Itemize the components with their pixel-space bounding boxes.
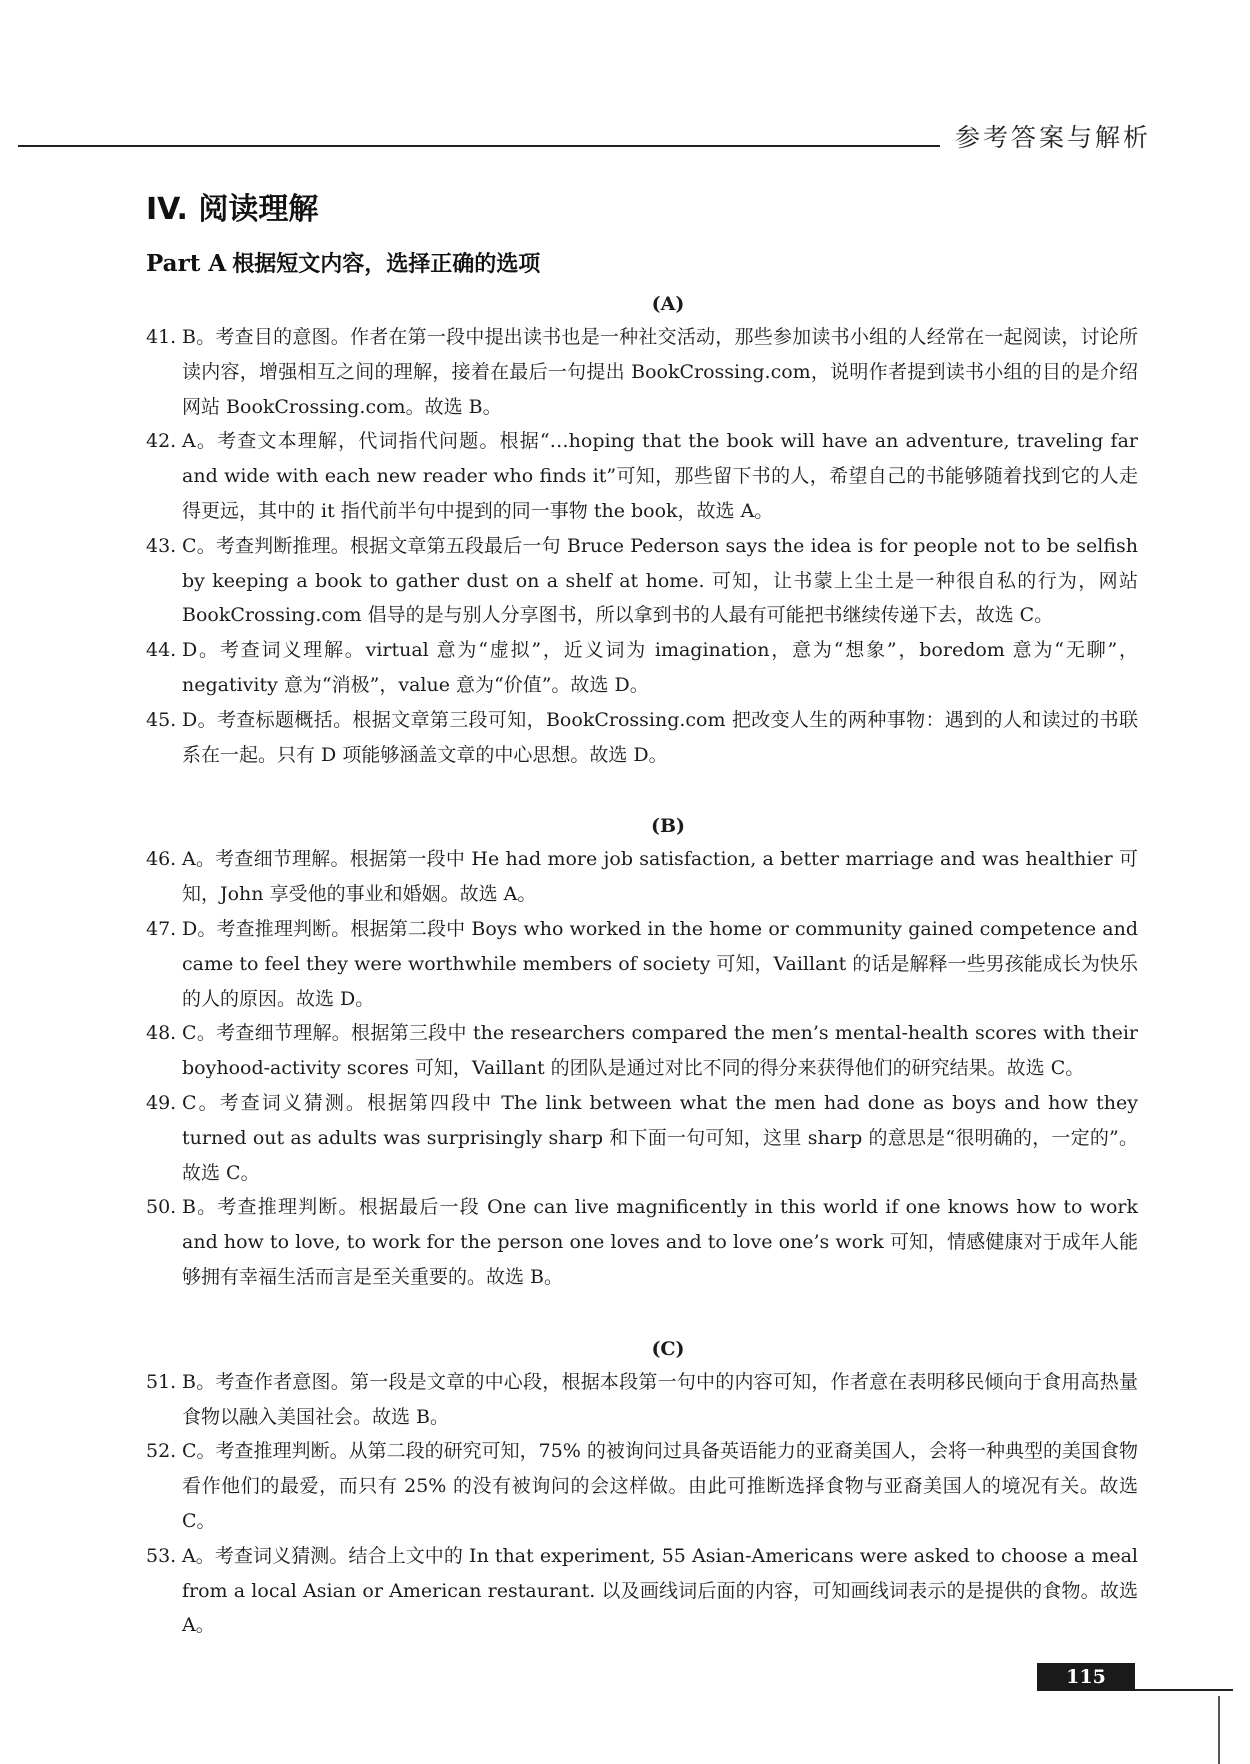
answer-item — [146, 1539, 1138, 1643]
part-instruction: 根据短文内容，选择正确的选项 — [232, 252, 541, 277]
answer-text: D。考查标题概括。根据文章第三段可知，BookCrossing.com 把改变人生的两种事物：遇到的人和读过的书联系在一起。只有 D 项能够涵盖文章的中心思想。故选 D。 — [182, 708, 1138, 766]
question-number: 49. — [146, 1091, 177, 1114]
question-number: 43. — [146, 534, 177, 557]
question-number: 52. — [146, 1440, 177, 1463]
page-number: 115 — [1037, 1663, 1135, 1691]
passage-c — [146, 1333, 1138, 1643]
answer-item — [146, 842, 1138, 912]
part-title — [146, 247, 540, 278]
answer-item — [146, 1086, 1138, 1190]
answer-text: C。考查词义猜测。根据第四段中 The link between what the men had done as boys and how they turned out as adults was surprisingly sharp 和下面一句可知，这里 sharp 的意思是“很明确的，一定的”。故选 C。 — [182, 1091, 1138, 1184]
passage-b — [146, 810, 1138, 1294]
passage-heading: (B) — [650, 815, 686, 838]
answer-item — [146, 633, 1138, 703]
answer-item — [146, 424, 1138, 528]
question-number: 51. — [146, 1370, 177, 1393]
page-edge-line — [1218, 1696, 1220, 1764]
question-number: 50. — [146, 1196, 177, 1219]
answer-text: C。考查判断推理。根据文章第五段最后一句 Bruce Pederson says the idea is for people not to be selfish by keeping a book to gather dust on a shelf at home. 可知，让书蒙上尘土是一种很自私的行为，网站 BookCrossing.com 倡导的是与别人分享图书，所以拿到书的人最有可能把书继续传递下去，故选 C。 — [182, 534, 1138, 627]
answer-text: A。考查词义猜测。结合上文中的 In that experiment, 55 Asian-Americans were asked to choose a meal from a local Asian or American restaurant. 以及画线词后面的内容，可知画线词表示的是提供的食物。故选 A。 — [182, 1544, 1138, 1637]
answer-text: B。考查目的意图。作者在第一段中提出读书也是一种社交活动，那些参加读书小组的人经常在一起阅读，讨论所读内容，增强相互之间的理解，接着在最后一句提出 BookCrossing.com，说明作者提到读书小组的目的是介绍网站 BookCrossing.com。故选 B。 — [182, 326, 1138, 418]
answer-text: C。考查推理判断。从第二段的研究可知，75% 的被询问过具备英语能力的亚裔美国人，会将一种典型的美国食物看作他们的最爱，而只有 25% 的没有被询问的会这样做。由此可推断选择食物与亚裔美国人的境况有关。故选 C。 — [182, 1440, 1138, 1532]
answer-item — [146, 529, 1138, 633]
question-number: 47. — [146, 917, 177, 940]
section-title: IV. 阅读理解 — [146, 192, 319, 227]
answer-item — [146, 912, 1138, 1016]
spacer — [146, 772, 1138, 810]
passage-heading: (A) — [651, 293, 685, 315]
running-header-title: 参考答案与解析 — [955, 123, 1152, 152]
answer-item — [146, 1365, 1138, 1435]
answer-item — [146, 703, 1138, 773]
answer-content — [146, 288, 1138, 1643]
question-number: 44. — [146, 639, 177, 662]
question-number: 53. — [146, 1544, 177, 1567]
answer-text: C。考查细节理解。根据第三段中 the researchers compared the men’s mental-health scores with their boyhood-activity scores 可知，Vaillant 的团队是通过对比不同的得分来获得他们的研究结果。故选 C。 — [182, 1022, 1138, 1080]
answer-text: B。考查作者意图。第一段是文章的中心段，根据本段第一句中的内容可知，作者意在表明移民倾向于食用高热量食物以融入美国社会。故选 B。 — [182, 1370, 1138, 1428]
answer-text: A。考查文本理解，代词指代问题。根据“…hoping that the book will have an adventure, traveling far and wide with each new reader who finds it”可知，那些留下书的人，希望自己的书能够随着找到它的人走得更远，其中的 it 指代前半句中提到的同一事物 the book，故选 A。 — [182, 430, 1138, 522]
question-number: 45. — [146, 708, 177, 731]
footer-rule — [1135, 1689, 1233, 1691]
header-rule — [18, 145, 940, 147]
answer-item — [146, 1190, 1138, 1294]
answer-item — [146, 320, 1138, 424]
question-number: 48. — [146, 1022, 177, 1045]
answer-text: A。考查细节理解。根据第一段中 He had more job satisfaction, a better marriage and was healthier 可知，John 享受他的事业和婚姻。故选 A。 — [182, 848, 1138, 906]
answer-text: B。考查推理判断。根据最后一段 One can live magnificently in this world if one knows how to work and how to love, to work for the person one loves and to love one’s work 可知，情感健康对于成年人能够拥有幸福生活而言是至关重要的。故选 B。 — [182, 1196, 1138, 1288]
part-label: Part A — [146, 250, 227, 277]
answer-text: D。考查推理判断。根据第二段中 Boys who worked in the home or community gained competence and came to feel they were worthwhile members of society 可知，Vaillant 的话是解释一些男孩能成长为快乐的人的原因。故选 D。 — [182, 917, 1138, 1010]
spacer — [146, 1295, 1138, 1333]
question-number: 41. — [146, 326, 177, 348]
question-number: 46. — [146, 848, 177, 871]
answer-item — [146, 1434, 1138, 1538]
question-number: 42. — [146, 430, 177, 453]
answer-item — [146, 1016, 1138, 1086]
answer-text: D。考查词义理解。virtual 意为“虚拟”，近义词为 imagination，意为“想象”，boredom 意为“无聊”，negativity 意为“消极”，value 意为“价值”。故选 D。 — [182, 639, 1138, 696]
passage-a — [146, 288, 1138, 772]
passage-heading: (C) — [651, 1337, 685, 1360]
